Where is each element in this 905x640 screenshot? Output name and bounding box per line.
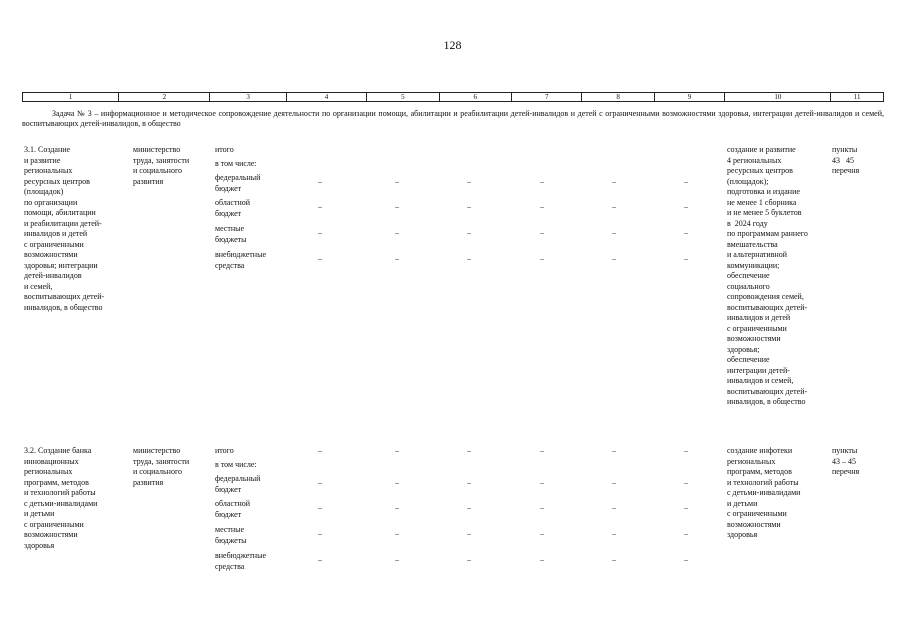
funding-value: –: [540, 202, 544, 211]
funding-value: –: [540, 555, 544, 564]
executor: министерство труда, занятости и социального развития: [133, 145, 190, 186]
funding-value: –: [612, 228, 616, 237]
funding-value: –: [467, 555, 471, 564]
funding-value: –: [318, 478, 322, 487]
funding-value: –: [612, 446, 616, 455]
funding-value: –: [318, 228, 322, 237]
funding-value: –: [318, 202, 322, 211]
column-number-1: 1: [23, 93, 119, 101]
funding-value: –: [540, 228, 544, 237]
funding-source: внебюджетные средства: [215, 551, 266, 571]
funding-value: –: [612, 177, 616, 186]
funding-value: –: [395, 177, 399, 186]
funding-value: –: [467, 177, 471, 186]
expected-result: создание инфотеки региональных программ, методов и технологий работы с детьми-инвалидами и детьми с ограниченными возможностями здоровья: [727, 446, 801, 539]
funding-value: –: [612, 503, 616, 512]
column-number-5: 5: [367, 93, 439, 101]
funding-value: –: [467, 446, 471, 455]
funding-value: –: [467, 254, 471, 263]
funding-source: итого: [215, 446, 234, 455]
funding-source: в том числе:: [215, 159, 257, 168]
funding-value: –: [318, 177, 322, 186]
funding-value: –: [540, 503, 544, 512]
column-number-4: 4: [287, 93, 367, 101]
task-description: Задача № 3 – информационное и методическое сопровождение деятельности по организации помощи, абилитации и реабилитации детей-инвалидов и детей с ограниченными возможностями здоровья, интеграции детей-инвалидов и семей, воспитывающих детей-инвалидов, в общество: [22, 109, 884, 128]
funding-value: –: [540, 446, 544, 455]
funding-value: –: [540, 529, 544, 538]
funding-value: –: [684, 446, 688, 455]
funding-source: местные бюджеты: [215, 525, 247, 545]
expected-result: создание и развитие 4 региональных ресурсных центров (площадок); подготовка и издание не менее 1 сборника и не менее 5 буклетов в 2024 году по программам раннего вмешательства и альтернативной коммуникации; обеспечение социального сопровождения семей, воспитывающих детей- инвалидов и детей с ограниченными возможностями здоровья; обеспечение интеграции детей- инвалидов и семей, воспитывающих детей- инвалидов, в общество: [727, 145, 808, 406]
funding-value: –: [467, 478, 471, 487]
funding-value: –: [395, 228, 399, 237]
column-number-8: 8: [582, 93, 654, 101]
column-number-6: 6: [440, 93, 512, 101]
funding-source: итого: [215, 145, 234, 154]
column-number-9: 9: [655, 93, 725, 101]
column-number-10: 10: [725, 93, 831, 101]
funding-value: –: [395, 202, 399, 211]
funding-value: –: [612, 555, 616, 564]
funding-value: –: [467, 503, 471, 512]
funding-value: –: [467, 529, 471, 538]
funding-value: –: [612, 202, 616, 211]
column-number-2: 2: [119, 93, 210, 101]
funding-value: –: [395, 529, 399, 538]
funding-value: –: [684, 177, 688, 186]
funding-value: –: [395, 555, 399, 564]
funding-value: –: [612, 254, 616, 263]
reference-items: пункты 43 45 перечня: [832, 145, 860, 175]
funding-value: –: [684, 555, 688, 564]
column-number-11: 11: [853, 93, 861, 101]
funding-value: –: [612, 529, 616, 538]
funding-source: федеральный бюджет: [215, 173, 261, 193]
funding-value: –: [318, 254, 322, 263]
page-number: 128: [443, 38, 462, 52]
funding-value: –: [540, 254, 544, 263]
funding-value: –: [467, 202, 471, 211]
activity-name: 3.1. Создание и развитие региональных ресурсных центров (площадок) по организации помощи, абилитации и реабилитации детей- инвалидов и детей с ограниченными возможностями здоровья; интеграции детей-инвалидов и семей, воспитывающих детей- инвалидов, в общество: [24, 145, 105, 312]
funding-value: –: [318, 555, 322, 564]
funding-value: –: [612, 478, 616, 487]
funding-source: областной бюджет: [215, 499, 251, 519]
funding-value: –: [318, 446, 322, 455]
funding-value: –: [540, 478, 544, 487]
funding-value: –: [684, 254, 688, 263]
funding-value: –: [684, 503, 688, 512]
funding-value: –: [684, 202, 688, 211]
funding-value: –: [684, 228, 688, 237]
funding-source: внебюджетные средства: [215, 250, 266, 270]
funding-source: областной бюджет: [215, 198, 251, 218]
funding-value: –: [684, 529, 688, 538]
funding-value: –: [467, 228, 471, 237]
funding-source: местные бюджеты: [215, 224, 247, 244]
funding-source: в том числе:: [215, 460, 257, 469]
column-number-7: 7: [512, 93, 582, 101]
executor: министерство труда, занятости и социального развития: [133, 446, 190, 487]
funding-value: –: [395, 254, 399, 263]
funding-value: –: [684, 478, 688, 487]
column-number-3: 3: [210, 93, 286, 101]
funding-value: –: [395, 446, 399, 455]
funding-value: –: [395, 503, 399, 512]
funding-value: –: [318, 529, 322, 538]
funding-source: федеральный бюджет: [215, 474, 261, 494]
activity-name: 3.2. Создание банка инновационных региональных программ, методов и технологий работы с детьми-инвалидами и детьми с ограниченными возможностями здоровья: [24, 446, 98, 550]
column-number-header-row: [22, 92, 884, 102]
funding-value: –: [395, 478, 399, 487]
reference-items: пункты 43 – 45 перечня: [832, 446, 860, 476]
funding-value: –: [318, 503, 322, 512]
funding-value: –: [540, 177, 544, 186]
